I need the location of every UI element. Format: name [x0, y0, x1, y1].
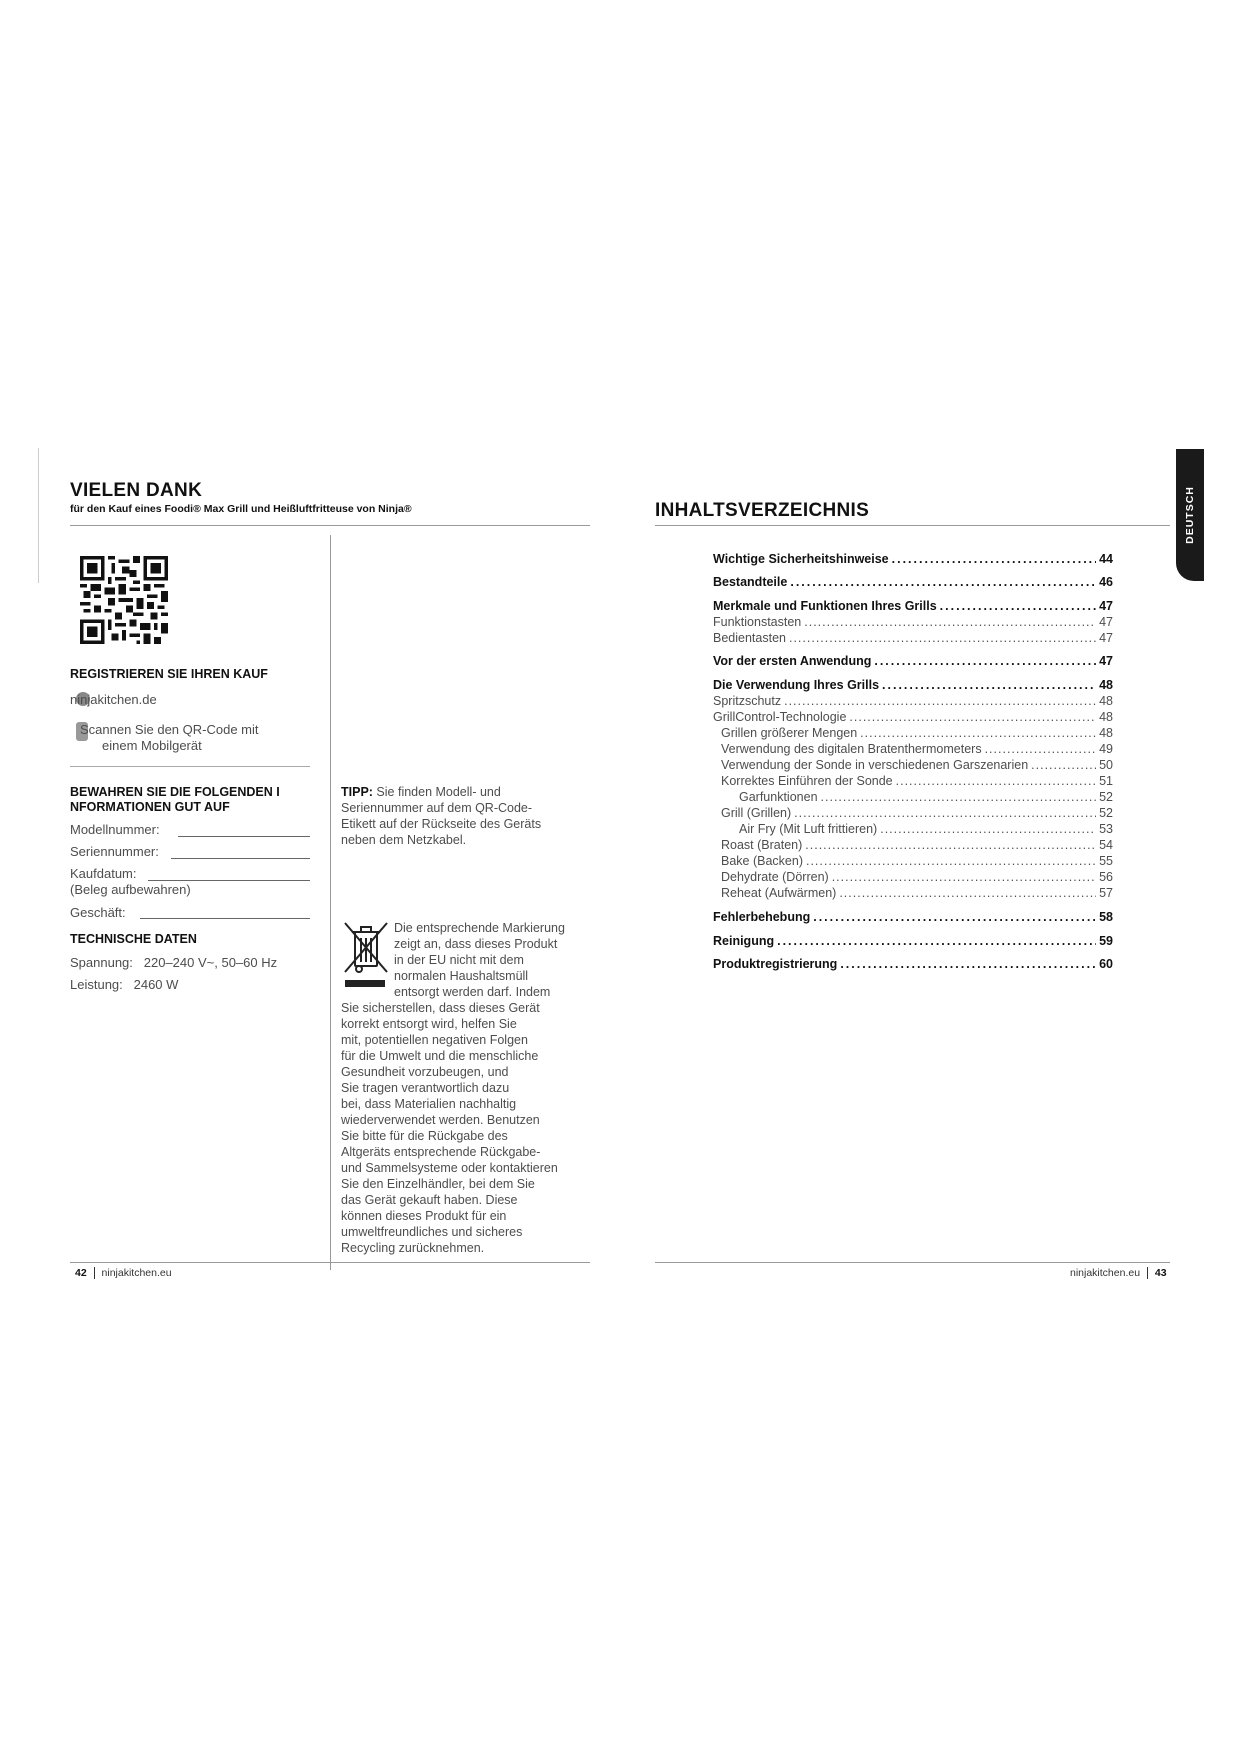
weee-line: in der EU nicht mit dem	[394, 953, 524, 967]
website-link[interactable]: ninjakitchen.de	[70, 692, 157, 707]
toc-subentry[interactable]	[739, 790, 1113, 804]
toc-subentry[interactable]	[721, 742, 1113, 756]
store-label: Geschäft:	[70, 905, 126, 920]
toc-leader-dots	[839, 886, 1096, 900]
toc-entry-page: 44	[1099, 552, 1113, 566]
toc-entry[interactable]	[713, 599, 1113, 613]
toc-title: INHALTSVERZEICHNIS	[655, 500, 870, 521]
toc-leader-dots	[804, 615, 1096, 629]
toc-entry-page: 60	[1099, 957, 1113, 971]
toc-subentry[interactable]	[713, 710, 1113, 724]
weee-line: normalen Haushaltsmüll	[394, 969, 529, 983]
toc-entry-label: Korrektes Einführen der Sonde	[721, 774, 893, 788]
toc-leader-dots	[874, 654, 1096, 668]
toc-subentry[interactable]	[721, 726, 1113, 740]
toc-leader-dots	[790, 575, 1096, 589]
toc-entry-page: 51	[1099, 774, 1113, 788]
page-number-left: 42	[75, 1267, 87, 1279]
weee-line: Sie sicherstellen, dass dieses Gerät	[341, 1001, 540, 1015]
toc-entry-label: Funktionstasten	[713, 615, 802, 629]
toc-subentry[interactable]	[739, 822, 1113, 836]
toc-entry-page: 46	[1099, 575, 1113, 589]
scan-instruction-line: einem Mobilgerät	[102, 738, 202, 753]
weee-line: Altgeräts entsprechende Rückgabe-	[341, 1145, 541, 1159]
purchase-date-field[interactable]	[148, 880, 310, 881]
toc-subentry[interactable]	[721, 806, 1113, 820]
toc-entry-page: 52	[1099, 790, 1113, 804]
toc-leader-dots	[806, 854, 1096, 868]
toc-entry-label: Bake (Backen)	[721, 854, 803, 868]
tip-line: Seriennummer auf dem QR-Code-	[341, 801, 533, 815]
register-heading: REGISTRIEREN SIE IHREN KAUF	[70, 667, 268, 681]
toc-entry-page: 56	[1099, 870, 1113, 884]
toc-entry-label: Grill (Grillen)	[721, 806, 792, 820]
toc-subentry[interactable]	[721, 854, 1113, 868]
page-subtitle: für den Kauf eines Foodi® Max Grill und Heißluftfritteuse von Ninja®	[70, 503, 412, 515]
toc-entry-label: Spritzschutz	[713, 694, 782, 708]
toc-entry-page: 52	[1099, 806, 1113, 820]
page-number-right: 43	[1154, 1267, 1167, 1279]
footer-right	[1070, 1267, 1167, 1279]
toc-entry-page: 47	[1099, 631, 1113, 645]
toc-leader-dots	[880, 822, 1096, 836]
toc-entry[interactable]	[713, 654, 1113, 668]
toc-entry-page: 54	[1099, 838, 1113, 852]
toc-entry-page: 49	[1099, 742, 1113, 756]
toc-entry-page: 48	[1099, 694, 1113, 708]
toc-leader-dots	[777, 934, 1096, 948]
title-divider-right	[655, 525, 1170, 526]
weee-text-narrow	[394, 920, 565, 1000]
toc-entry-page: 48	[1099, 726, 1113, 740]
voltage-label: Spannung:	[70, 955, 133, 970]
power-spec	[70, 977, 178, 993]
scan-instruction-line: Scannen Sie den QR-Code mit	[80, 722, 259, 737]
section-divider	[70, 766, 310, 767]
toc-entry-label: Grillen größerer Mengen	[721, 726, 858, 740]
weee-line: Sie tragen verantwortlich dazu	[341, 1081, 510, 1095]
toc-leader-dots	[832, 870, 1096, 884]
weee-line: Gesundheit vorzubeugen, und	[341, 1065, 509, 1079]
weee-line: umweltfreundliches und sicheres	[341, 1225, 523, 1239]
tip-line	[341, 784, 541, 800]
toc-entry-label: Reheat (Aufwärmen)	[721, 886, 837, 900]
toc-entry-page: 48	[1099, 678, 1113, 692]
toc-entry-label: Roast (Braten)	[721, 838, 803, 852]
toc-leader-dots	[789, 631, 1096, 645]
toc-entry-page: 48	[1099, 710, 1113, 724]
toc-entry-label: Reinigung	[713, 934, 775, 948]
crossed-out-bin-icon	[341, 920, 391, 992]
toc-entry-label: Dehydrate (Dörren)	[721, 870, 829, 884]
toc-entry-label: Die Verwendung Ihres Grills	[713, 678, 880, 692]
toc-entry-label: Verwendung des digitalen Bratenthermometers	[721, 742, 982, 756]
weee-line: und Sammelsysteme oder kontaktieren	[341, 1161, 558, 1175]
toc-leader-dots	[860, 726, 1096, 740]
weee-line: Sie bitte für die Rückgabe des	[341, 1129, 508, 1143]
footer-site-right[interactable]: ninjakitchen.eu	[1070, 1267, 1141, 1279]
keep-info-heading	[70, 785, 280, 815]
toc-subentry[interactable]	[713, 631, 1113, 645]
serial-number-label: Seriennummer:	[70, 844, 159, 859]
toc-subentry[interactable]	[721, 870, 1113, 884]
weee-line: korrekt entsorgt wird, helfen Sie	[341, 1017, 517, 1031]
toc-leader-dots	[940, 599, 1096, 613]
toc-leader-dots	[840, 957, 1096, 971]
toc-entry[interactable]	[713, 552, 1113, 566]
left-page-margin-line	[38, 448, 39, 583]
toc-entry-page: 47	[1099, 615, 1113, 629]
toc-entry-page: 47	[1099, 599, 1113, 613]
tip-label: TIPP:	[341, 785, 373, 799]
language-tab[interactable]	[1176, 449, 1204, 581]
receipt-note: (Beleg aufbewahren)	[70, 882, 191, 897]
weee-line: für die Umwelt und die menschliche	[341, 1049, 539, 1063]
language-tab-label: DEUTSCH	[1184, 486, 1196, 544]
qr-code[interactable]	[80, 556, 168, 644]
toc-entry-label: Merkmale und Funktionen Ihres Grills	[713, 599, 937, 613]
toc-entry-page: 53	[1099, 822, 1113, 836]
toc-subentry[interactable]	[721, 774, 1113, 788]
footer-left	[75, 1267, 172, 1279]
footer-divider-left	[70, 1262, 590, 1263]
toc-entry-label: Fehlerbehebung	[713, 910, 811, 924]
power-value: 2460 W	[133, 977, 179, 992]
purchase-date-label: Kaufdatum:	[70, 866, 137, 881]
weee-line: Die entsprechende Markierung	[394, 921, 565, 935]
toc-entry[interactable]	[713, 957, 1113, 971]
keep-info-heading-line: NFORMATIONEN GUT AUF	[70, 800, 230, 814]
toc-leader-dots	[821, 790, 1097, 804]
column-divider	[330, 535, 331, 1270]
toc-entry-page: 47	[1099, 654, 1113, 668]
toc-leader-dots	[985, 742, 1097, 756]
voltage-spec	[70, 955, 277, 971]
weee-line: Recycling zurücknehmen.	[341, 1241, 485, 1255]
weee-line: mit, potentiellen negativen Folgen	[341, 1033, 528, 1047]
toc-entry[interactable]	[713, 934, 1113, 948]
tech-data-heading: TECHNISCHE DATEN	[70, 932, 197, 946]
toc-entry-page: 58	[1099, 910, 1113, 924]
toc-subentry[interactable]	[721, 838, 1113, 852]
tip-line: neben dem Netzkabel.	[341, 833, 467, 847]
store-field[interactable]	[140, 918, 310, 919]
toc-leader-dots	[794, 806, 1096, 820]
toc-entry-page: 57	[1099, 886, 1113, 900]
keep-info-heading-line: BEWAHREN SIE DIE FOLGENDEN I	[70, 785, 280, 799]
toc-leader-dots	[896, 774, 1096, 788]
toc-leader-dots	[805, 838, 1096, 852]
toc-entry-label: Garfunktionen	[739, 790, 818, 804]
toc-entry-label: GrillControl-Technologie	[713, 710, 847, 724]
tip-line: Etikett auf der Rückseite des Geräts	[341, 817, 542, 831]
model-number-label: Modellnummer:	[70, 822, 160, 837]
toc-subentry[interactable]	[721, 758, 1113, 772]
scan-instruction	[80, 722, 258, 754]
power-label: Leistung:	[70, 977, 123, 992]
toc-leader-dots	[813, 910, 1096, 924]
toc-subentry[interactable]	[713, 694, 1113, 708]
toc-entry-label: Vor der ersten Anwendung	[713, 654, 872, 668]
toc-leader-dots	[1031, 758, 1096, 772]
toc-entry-label: Wichtige Sicherheitshinweise	[713, 552, 889, 566]
toc-entry-label: Verwendung der Sonde in verschiedenen Garszenarien	[721, 758, 1029, 772]
toc-entry-label: Bestandteile	[713, 575, 788, 589]
toc-entry-page: 55	[1099, 854, 1113, 868]
weee-line: das Gerät gekauft haben. Diese	[341, 1193, 518, 1207]
serial-number-field[interactable]	[171, 858, 310, 859]
toc-entry-label: Bedientasten	[713, 631, 786, 645]
toc-entry[interactable]	[713, 678, 1113, 692]
model-number-field[interactable]	[178, 836, 310, 837]
weee-line: zeigt an, dass dieses Produkt	[394, 937, 558, 951]
toc-entry-label: Air Fry (Mit Luft frittieren)	[739, 822, 878, 836]
toc-entry-label: Produktregistrierung	[713, 957, 838, 971]
toc-leader-dots	[892, 552, 1096, 566]
toc-entry[interactable]	[713, 910, 1113, 924]
toc-subentry[interactable]	[713, 615, 1113, 629]
page-title-thanks: VIELEN DANK	[70, 480, 203, 501]
tip-box	[341, 784, 541, 848]
footer-site-left[interactable]: ninjakitchen.eu	[101, 1267, 172, 1279]
toc-entry-page: 59	[1099, 934, 1113, 948]
footer-separator	[1147, 1267, 1148, 1279]
title-divider-left	[70, 525, 590, 526]
weee-text-full	[341, 1000, 558, 1256]
weee-line: bei, dass Materialien nachhaltig	[341, 1097, 517, 1111]
weee-line: entsorgt werden darf. Indem	[394, 985, 551, 999]
tip-line-text: Sie finden Modell- und	[372, 785, 501, 799]
footer-divider-right	[655, 1262, 1170, 1263]
toc-leader-dots	[882, 678, 1096, 692]
toc-leader-dots	[784, 694, 1096, 708]
voltage-value: 220–240 V~, 50–60 Hz	[143, 955, 278, 970]
weee-line: wiederverwendet werden. Benutzen	[341, 1113, 540, 1127]
weee-line: können dieses Produkt für ein	[341, 1209, 507, 1223]
toc-entry-page: 50	[1099, 758, 1113, 772]
weee-line: Sie den Einzelhändler, bei dem Sie	[341, 1177, 535, 1191]
toc-entry[interactable]	[713, 575, 1113, 589]
footer-separator	[94, 1267, 95, 1279]
toc-subentry[interactable]	[721, 886, 1113, 900]
toc-leader-dots	[849, 710, 1096, 724]
